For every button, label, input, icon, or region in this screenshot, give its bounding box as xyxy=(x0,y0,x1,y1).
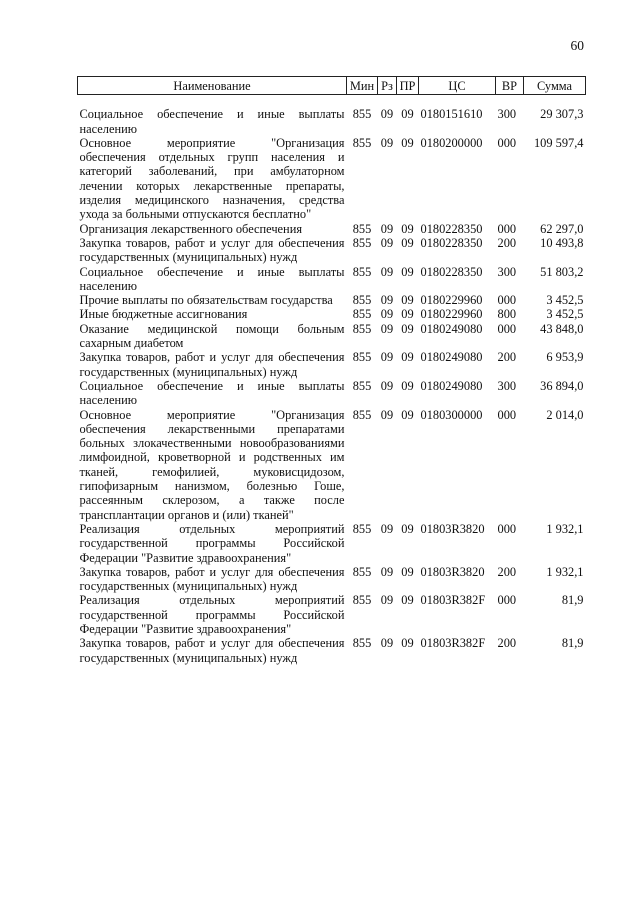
cell-vr: 000 xyxy=(497,521,517,536)
header-vr: ВР xyxy=(496,77,524,95)
cell-cs: 0180200000 xyxy=(420,135,483,150)
cell-cs: 0180228350 xyxy=(420,264,483,279)
cell-vr: 000 xyxy=(497,221,517,236)
cell-vr: 000 xyxy=(497,407,517,422)
cell-min: 855 xyxy=(352,221,372,236)
cell-min: 855 xyxy=(352,235,372,250)
cell-cs: 0180228350 xyxy=(420,235,483,250)
cell-cs: 01803R382F xyxy=(420,636,486,651)
cell-cs: 0180249080 xyxy=(420,321,483,336)
cell-min: 855 xyxy=(352,521,372,536)
cell-sum: 3 452,5 xyxy=(546,293,584,308)
cell-vr: 300 xyxy=(497,107,517,122)
cell-min: 855 xyxy=(352,321,372,336)
table-row xyxy=(78,522,586,565)
cell-min: 855 xyxy=(352,107,372,122)
cell-pr: 09 xyxy=(401,293,414,308)
cell-cs: 0180151610 xyxy=(420,107,483,122)
table-row xyxy=(78,350,586,379)
cell-sum: 2 014,0 xyxy=(546,407,584,422)
table-row xyxy=(78,307,586,321)
cell-vr: 200 xyxy=(497,636,517,651)
cell-name: Реализация отдельных мероприятий государственной программы Российской Федерации "Развитие здравоохранения" xyxy=(79,521,345,565)
cell-vr: 000 xyxy=(497,135,517,150)
cell-name: Закупка товаров, работ и услуг для обеспечения государственных (муниципальных) нужд xyxy=(79,235,345,265)
cell-vr: 000 xyxy=(497,321,517,336)
cell-sum: 1 932,1 xyxy=(546,564,584,579)
header-rz: Рз xyxy=(378,77,397,95)
header-min: Мин xyxy=(347,77,378,95)
table-row xyxy=(78,593,586,636)
cell-sum: 29 307,3 xyxy=(540,107,584,122)
header-spacer xyxy=(78,95,586,108)
cell-vr: 200 xyxy=(497,350,517,365)
table-body xyxy=(78,95,586,665)
cell-min: 855 xyxy=(352,293,372,308)
cell-rz: 09 xyxy=(380,293,394,308)
cell-pr: 09 xyxy=(401,593,414,608)
cell-cs: 0180229960 xyxy=(420,293,483,308)
cell-min: 855 xyxy=(352,636,372,651)
table-row xyxy=(78,293,586,307)
cell-name: Организация лекарственного обеспечения xyxy=(79,221,303,236)
cell-sum: 43 848,0 xyxy=(540,321,584,336)
cell-name: Закупка товаров, работ и услуг для обеспечения государственных (муниципальных) нужд xyxy=(79,636,345,665)
cell-rz: 09 xyxy=(380,636,394,651)
budget-table xyxy=(77,76,586,665)
cell-cs: 0180229960 xyxy=(420,307,483,322)
cell-cs: 0180228350 xyxy=(420,221,483,236)
cell-rz: 09 xyxy=(380,378,394,393)
cell-min: 855 xyxy=(352,407,372,422)
cell-vr: 000 xyxy=(497,593,517,608)
cell-name: Иные бюджетные ассигнования xyxy=(79,307,248,322)
cell-sum: 81,9 xyxy=(561,636,584,651)
cell-pr: 09 xyxy=(401,321,414,336)
cell-rz: 09 xyxy=(380,564,394,579)
cell-name: Основное мероприятие "Организация обеспечения лекарственными препаратами больных злокачественными новообразованиями лимфоидной, кроветворной и родственных им тканей, гемофилией, муковисцидозом, гипофизарным нанизмом, болезнью Гоше, рассеянным склерозом, а также после трансплантации органов и (или) тканей" xyxy=(79,407,345,522)
table-row xyxy=(78,236,586,265)
cell-pr: 09 xyxy=(401,264,414,279)
cell-pr: 09 xyxy=(401,636,414,651)
cell-pr: 09 xyxy=(401,564,414,579)
table-header xyxy=(78,77,586,95)
cell-rz: 09 xyxy=(380,221,394,236)
cell-vr: 200 xyxy=(497,235,517,250)
header-sum: Сумма xyxy=(524,77,586,95)
cell-name: Социальное обеспечение и иные выплаты населению xyxy=(79,378,345,408)
cell-rz: 09 xyxy=(380,135,394,150)
cell-pr: 09 xyxy=(401,378,414,393)
cell-vr: 200 xyxy=(497,564,517,579)
cell-sum: 3 452,5 xyxy=(546,307,584,322)
cell-pr: 09 xyxy=(401,407,414,422)
cell-min: 855 xyxy=(352,135,372,150)
header-name: Наименование xyxy=(78,77,347,95)
cell-rz: 09 xyxy=(380,521,394,536)
cell-pr: 09 xyxy=(401,235,414,250)
cell-min: 855 xyxy=(352,564,372,579)
table-row xyxy=(78,379,586,408)
table-row xyxy=(78,565,586,594)
cell-name: Прочие выплаты по обязательствам государства xyxy=(79,293,333,308)
cell-rz: 09 xyxy=(380,307,394,322)
cell-rz: 09 xyxy=(380,107,394,122)
cell-sum: 36 894,0 xyxy=(540,378,584,393)
cell-name: Основное мероприятие "Организация обеспечения отдельных групп населения и категорий заболеваний, при амбулаторном лечении которых лекарственные препараты, изделия медицинского назначения, средства ухода за больными отпускаются бесплатно" xyxy=(79,135,345,222)
cell-name: Социальное обеспечение и иные выплаты населению xyxy=(79,264,345,293)
cell-cs: 01803R3820 xyxy=(420,564,485,579)
header-pr: ПР xyxy=(397,77,419,95)
cell-pr: 09 xyxy=(401,135,414,150)
cell-sum: 109 597,4 xyxy=(533,135,584,150)
cell-name: Закупка товаров, работ и услуг для обеспечения государственных (муниципальных) нужд xyxy=(79,564,345,594)
cell-rz: 09 xyxy=(380,321,394,336)
cell-min: 855 xyxy=(352,307,372,322)
cell-sum: 6 953,9 xyxy=(546,350,584,365)
cell-rz: 09 xyxy=(380,350,394,365)
cell-vr: 800 xyxy=(497,307,517,322)
cell-sum: 1 932,1 xyxy=(546,521,584,536)
cell-cs: 01803R3820 xyxy=(420,521,485,536)
cell-rz: 09 xyxy=(380,235,394,250)
cell-name: Закупка товаров, работ и услуг для обеспечения государственных (муниципальных) нужд xyxy=(79,350,345,379)
table-row xyxy=(78,265,586,294)
cell-cs: 01803R382F xyxy=(420,593,486,608)
cell-cs: 0180300000 xyxy=(420,407,483,422)
cell-rz: 09 xyxy=(380,407,394,422)
cell-pr: 09 xyxy=(401,221,414,236)
cell-vr: 300 xyxy=(497,378,517,393)
table-row xyxy=(78,322,586,351)
cell-vr: 300 xyxy=(497,264,517,279)
cell-min: 855 xyxy=(352,593,372,608)
cell-name: Оказание медицинской помощи больным сахарным диабетом xyxy=(79,321,345,351)
page-number: 60 xyxy=(570,38,584,53)
cell-name: Реализация отдельных мероприятий государственной программы Российской Федерации "Развитие здравоохранения" xyxy=(79,593,345,636)
table-row xyxy=(78,222,586,236)
cell-sum: 10 493,8 xyxy=(540,235,584,250)
table-row xyxy=(78,408,586,522)
cell-cs: 0180249080 xyxy=(420,378,483,393)
table-row xyxy=(78,107,586,136)
cell-pr: 09 xyxy=(401,350,414,365)
cell-sum: 81,9 xyxy=(561,593,584,608)
cell-pr: 09 xyxy=(401,521,414,536)
cell-min: 855 xyxy=(352,264,372,279)
cell-cs: 0180249080 xyxy=(420,350,483,365)
cell-rz: 09 xyxy=(380,593,394,608)
table-row xyxy=(78,636,586,665)
cell-rz: 09 xyxy=(380,264,394,279)
cell-pr: 09 xyxy=(401,107,414,122)
cell-pr: 09 xyxy=(401,307,414,322)
cell-sum: 51 803,2 xyxy=(540,264,584,279)
cell-min: 855 xyxy=(352,350,372,365)
cell-min: 855 xyxy=(352,378,372,393)
cell-vr: 000 xyxy=(497,293,517,308)
cell-sum: 62 297,0 xyxy=(540,221,584,236)
cell-name: Социальное обеспечение и иные выплаты населению xyxy=(79,107,345,136)
header-cs: ЦС xyxy=(419,77,496,95)
table-row xyxy=(78,136,586,222)
